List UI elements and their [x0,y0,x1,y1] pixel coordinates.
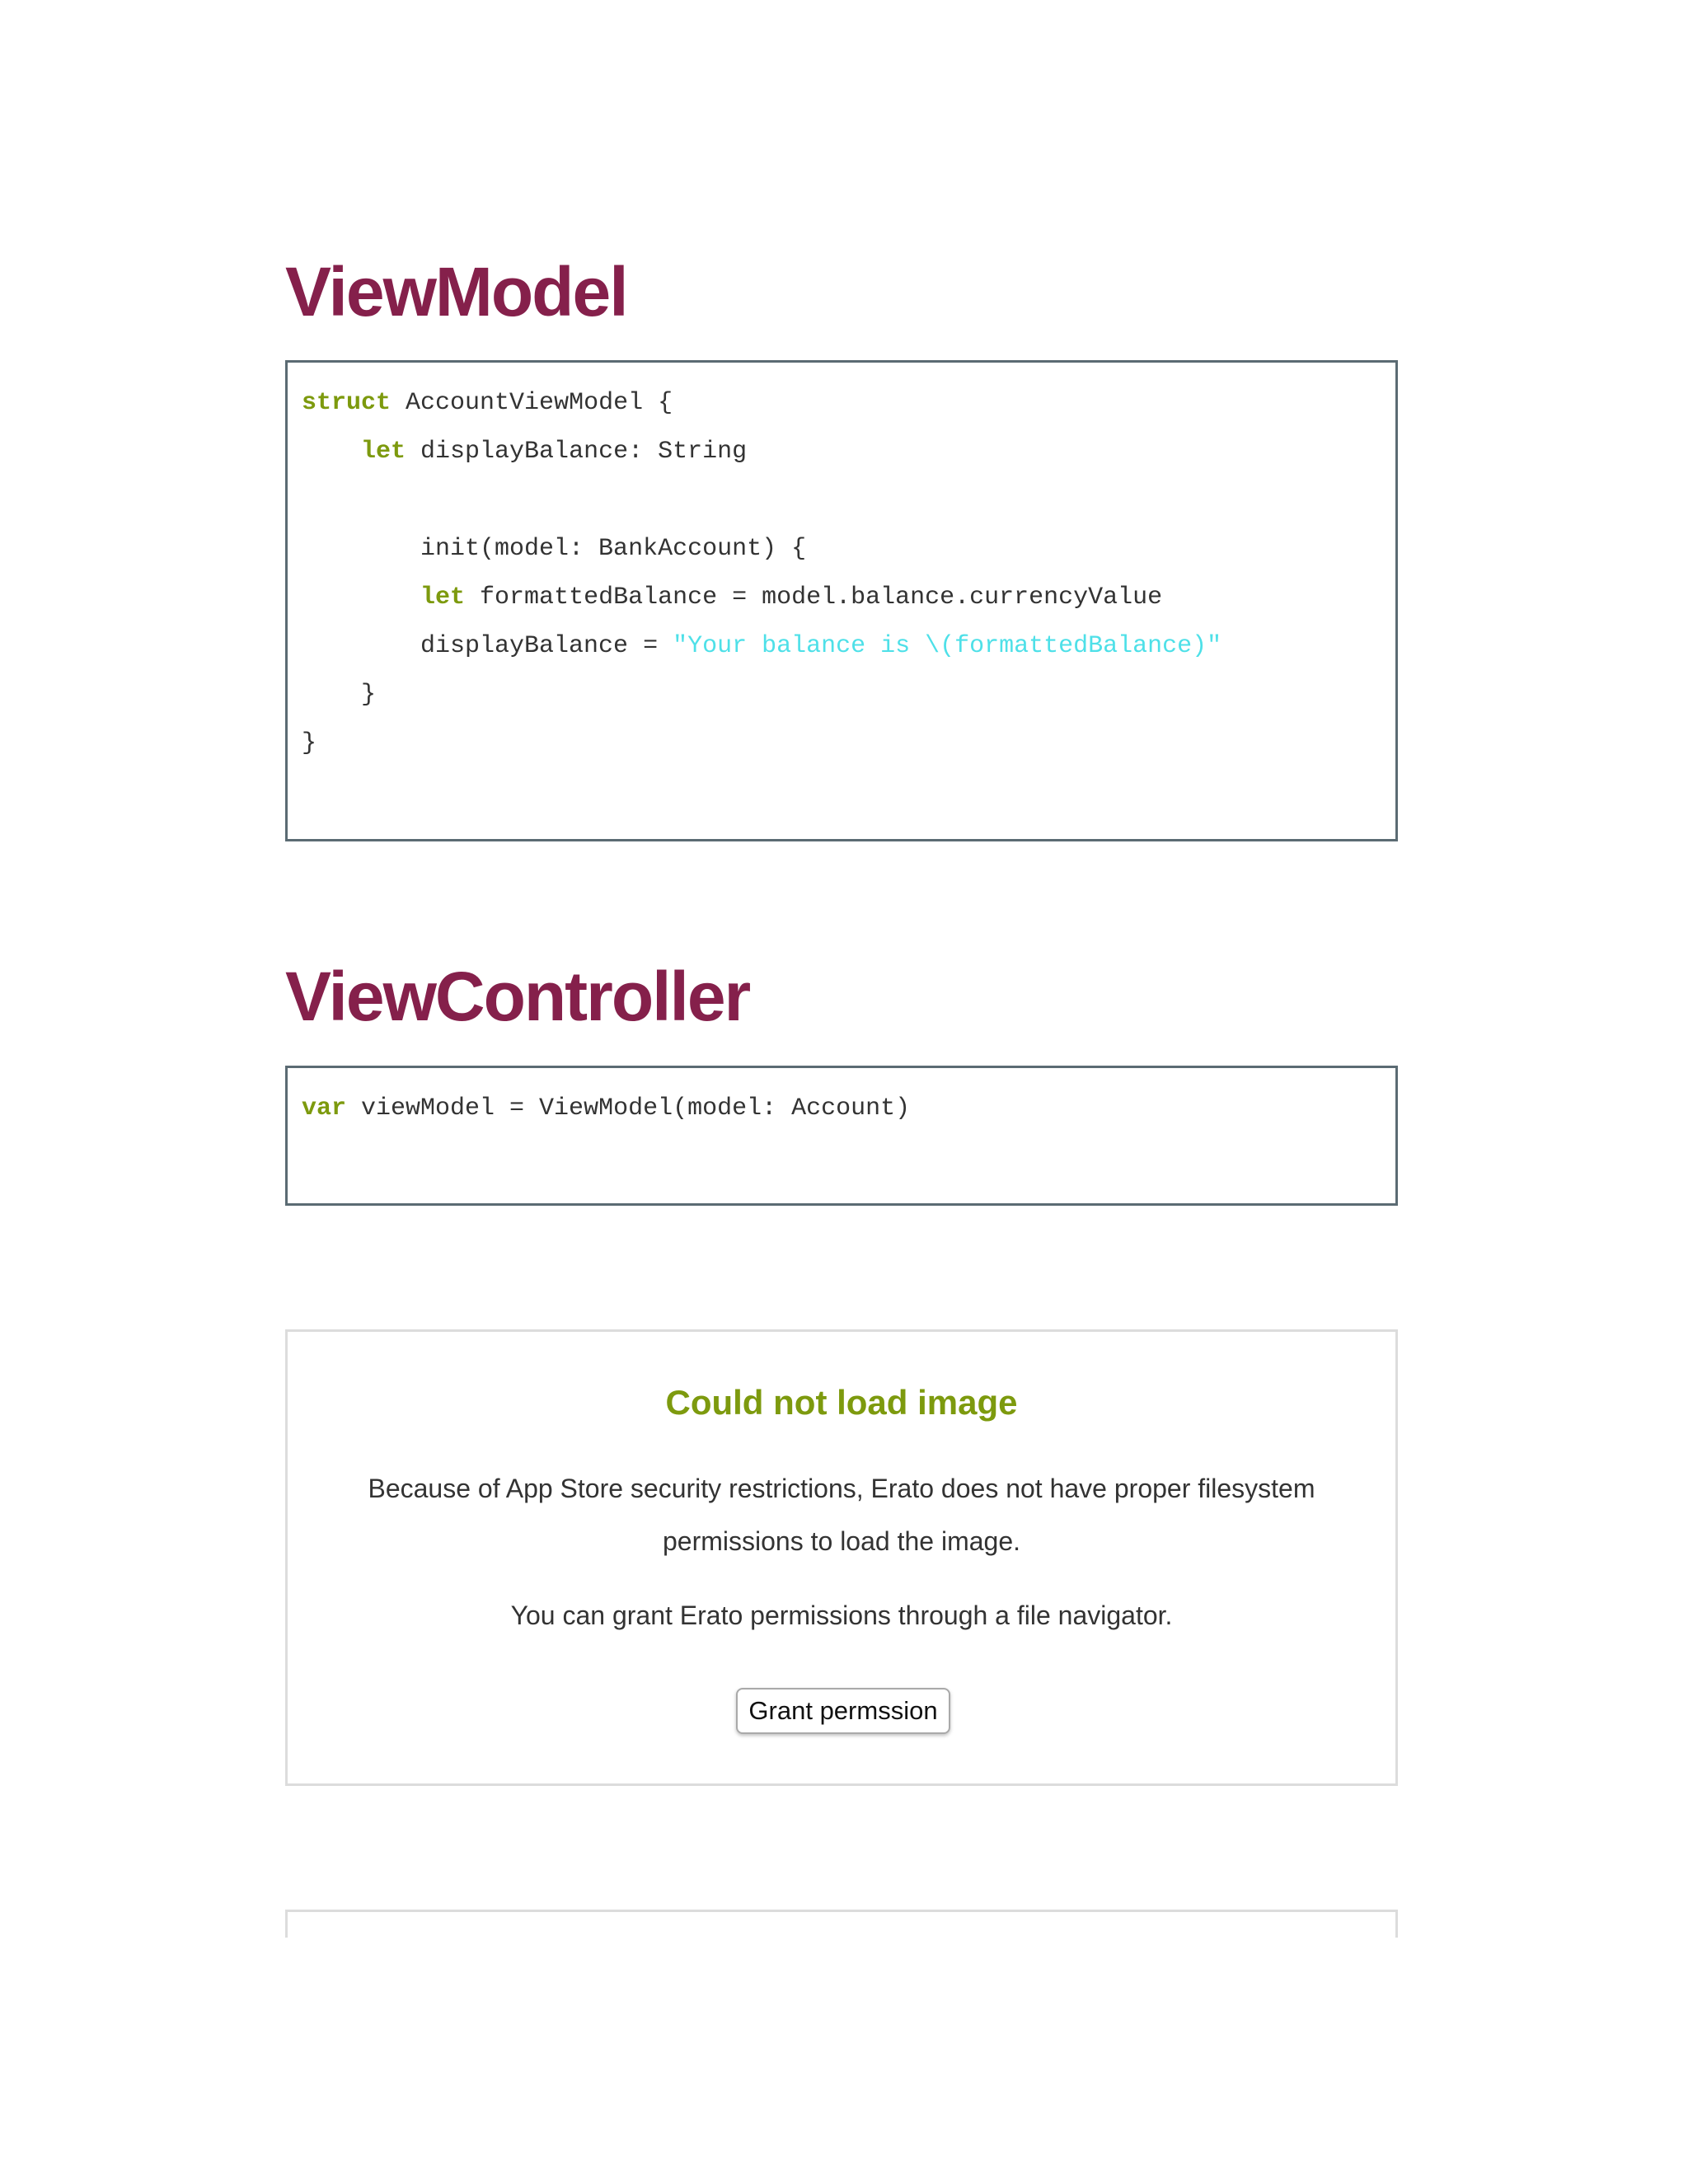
code-text: } [302,681,377,709]
code-line [302,428,1395,476]
code-block-viewcontroller [285,1066,1398,1206]
code-text: AccountViewModel { [391,389,673,417]
code-text: } [302,729,317,757]
code-line [302,379,1395,428]
code-line [302,622,1395,671]
code-keyword: let [361,438,406,466]
code-keyword: let [420,583,466,612]
code-line [302,525,1395,574]
section-title-viewmodel: ViewModel [285,253,627,330]
notice-hint: You can grant Erato permissions through a file navigator. [510,1601,1173,1630]
code-text: formattedBalance = model.balance.currencyValue [465,583,1163,612]
code-text: displayBalance = [302,632,673,660]
code-line [302,574,1395,622]
next-panel-partial [285,1910,1398,1938]
code-string: "Your balance is \(formattedBalance)" [673,632,1222,660]
code-block-viewmodel [285,360,1398,841]
code-text [302,438,361,466]
code-line [302,719,1395,768]
code-text [302,583,420,612]
code-text: viewModel = ViewModel(model: Account) [346,1094,911,1122]
code-line [302,476,1395,525]
notice-body: Because of App Store security restrictions, Erato does not have proper filesystem permissions to load the image. [368,1474,1315,1556]
grant-permission-button[interactable]: Grant permssion [736,1688,950,1734]
notice-title: Could not load image [665,1383,1018,1422]
code-lines [302,1085,1395,1133]
section-title-viewcontroller: ViewController [285,958,750,1035]
code-keyword: var [302,1094,347,1122]
code-line [302,671,1395,719]
code-keyword: struct [302,389,392,417]
code-text: init(model: BankAccount) { [302,535,807,563]
code-lines [302,379,1395,768]
code-text: displayBalance: String [406,438,748,466]
image-load-error-panel [285,1329,1398,1786]
code-line [302,1085,1395,1133]
